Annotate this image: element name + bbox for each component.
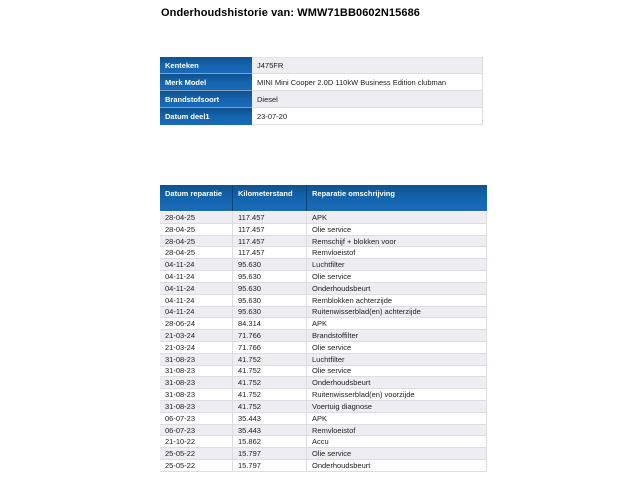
- repair-description-cell: Remvloeistof: [312, 425, 356, 435]
- vehicle-info-row: [160, 91, 482, 108]
- repair-date-cell: 31-08-23: [160, 401, 233, 412]
- table-row: [160, 318, 486, 330]
- repair-description-cell: Remvloeistof: [312, 248, 356, 258]
- column-header-kilometerstand: Kilometerstand: [233, 185, 307, 211]
- odometer-cell: 95.630: [233, 259, 307, 270]
- table-row: [160, 389, 486, 401]
- column-header-datum-reparatie: Datum reparatie: [160, 185, 233, 211]
- repair-date-cell: 04-11-24: [160, 271, 233, 282]
- table-row: [160, 271, 486, 283]
- table-row: [160, 413, 486, 425]
- odometer-cell: 41.752: [233, 366, 307, 377]
- repair-date-cell: 28-04-25: [160, 224, 233, 235]
- odometer-cell: 95.630: [233, 295, 307, 306]
- repair-description-cell: Onderhoudsbeurt: [312, 378, 371, 388]
- page-title: Onderhoudshistorie van: WMW71BB0602N15686: [161, 7, 421, 19]
- vehicle-info-value: MINI Mini Cooper 2.0D 110kW Business Edition clubman: [252, 74, 482, 91]
- repair-description-cell: Remschijf + blokken voor: [312, 236, 396, 246]
- odometer-cell: 95.630: [233, 271, 307, 282]
- repair-description-cell: Olie service: [312, 449, 352, 459]
- repair-description-cell: Olie service: [312, 342, 352, 352]
- repair-date-cell: 04-11-24: [160, 295, 233, 306]
- repair-date-cell: 21-03-24: [160, 342, 233, 353]
- table-row: [160, 212, 486, 224]
- repair-date-cell: 21-10-22: [160, 436, 233, 447]
- table-row: [160, 401, 486, 413]
- odometer-cell: 117.457: [233, 247, 307, 258]
- repair-date-cell: 31-08-23: [160, 366, 233, 377]
- odometer-cell: 41.752: [233, 389, 307, 400]
- repair-description-cell: Brandstoffilter: [312, 331, 359, 341]
- repair-date-cell: 31-08-23: [160, 389, 233, 400]
- repair-date-cell: 25-05-22: [160, 448, 233, 459]
- repair-description-cell: Voertuig diagnose: [312, 401, 373, 411]
- repair-description-cell: Luchtfilter: [312, 260, 345, 270]
- table-row: [160, 436, 486, 448]
- repair-description-cell: APK: [312, 413, 328, 423]
- odometer-cell: 41.752: [233, 377, 307, 388]
- odometer-cell: 41.752: [233, 354, 307, 365]
- table-row: [160, 283, 486, 295]
- maintenance-history-table: [160, 185, 487, 472]
- repair-description-cell: Luchtfilter: [312, 354, 345, 364]
- odometer-cell: 117.457: [233, 236, 307, 247]
- vehicle-info-label: Kenteken: [160, 57, 252, 74]
- repair-date-cell: 25-05-22: [160, 460, 233, 471]
- vehicle-info-row: [160, 74, 482, 91]
- repair-description-cell: Olie service: [312, 224, 352, 234]
- repair-date-cell: 28-04-25: [160, 236, 233, 247]
- odometer-cell: 35.443: [233, 425, 307, 436]
- table-row: [160, 224, 486, 236]
- vehicle-info-value: Diesel: [252, 91, 482, 108]
- table-row: [160, 259, 486, 271]
- table-row: [160, 330, 486, 342]
- repair-date-cell: 31-08-23: [160, 377, 233, 388]
- vehicle-info-row: [160, 57, 482, 74]
- vehicle-info-row: [160, 108, 482, 125]
- table-row: [160, 342, 486, 354]
- odometer-cell: 95.630: [233, 283, 307, 294]
- vehicle-info-label: Merk Model: [160, 74, 252, 91]
- table-row: [160, 448, 486, 460]
- maintenance-table-body: [160, 212, 487, 472]
- odometer-cell: 15.797: [233, 460, 307, 471]
- odometer-cell: 15.797: [233, 448, 307, 459]
- repair-date-cell: 21-03-24: [160, 330, 233, 341]
- odometer-cell: 15.862: [233, 436, 307, 447]
- repair-description-cell: Olie service: [312, 366, 352, 376]
- repair-date-cell: 06-07-23: [160, 413, 233, 424]
- repair-description-cell: Onderhoudsbeurt: [312, 283, 371, 293]
- repair-date-cell: 31-08-23: [160, 354, 233, 365]
- vehicle-info-label: Brandstofsoort: [160, 91, 252, 108]
- repair-date-cell: 28-04-25: [160, 212, 233, 223]
- repair-description-cell: Olie service: [312, 271, 352, 281]
- table-row: [160, 354, 486, 366]
- repair-description-cell: Ruitenwisserblad(en) voorzijde: [312, 390, 415, 400]
- table-row: [160, 307, 486, 319]
- table-row: [160, 460, 486, 472]
- repair-description-cell: APK: [312, 212, 328, 222]
- table-row: [160, 236, 486, 248]
- table-row: [160, 295, 486, 307]
- maintenance-table-header: [160, 185, 487, 212]
- odometer-cell: 84.314: [233, 318, 307, 329]
- repair-description-cell: Ruitenwisserblad(en) achterzijde: [312, 307, 421, 317]
- table-row: [160, 425, 486, 437]
- repair-date-cell: 04-11-24: [160, 283, 233, 294]
- repair-description-cell: Accu: [312, 437, 329, 447]
- repair-description-cell: APK: [312, 319, 328, 329]
- vehicle-info-value: 23-07-20: [252, 108, 482, 125]
- repair-date-cell: 04-11-24: [160, 307, 233, 318]
- odometer-cell: 117.457: [233, 212, 307, 223]
- table-row: [160, 366, 486, 378]
- vehicle-info-label: Datum deel1: [160, 108, 252, 125]
- repair-date-cell: 28-04-25: [160, 247, 233, 258]
- repair-description-cell: Remblokken achterzijde: [312, 295, 393, 305]
- table-row: [160, 377, 486, 389]
- odometer-cell: 117.457: [233, 224, 307, 235]
- repair-date-cell: 06-07-23: [160, 425, 233, 436]
- column-header-reparatie-omschrijving: Reparatie omschrijving: [312, 189, 395, 198]
- vehicle-info-table: [160, 57, 483, 125]
- vehicle-info-value: J475FR: [252, 57, 482, 74]
- odometer-cell: 41.752: [233, 401, 307, 412]
- table-row: [160, 247, 486, 259]
- repair-description-cell: Onderhoudsbeurt: [312, 460, 371, 470]
- repair-date-cell: 28-06-24: [160, 318, 233, 329]
- odometer-cell: 71.766: [233, 342, 307, 353]
- repair-date-cell: 04-11-24: [160, 259, 233, 270]
- odometer-cell: 95.630: [233, 307, 307, 318]
- odometer-cell: 71.766: [233, 330, 307, 341]
- odometer-cell: 35.443: [233, 413, 307, 424]
